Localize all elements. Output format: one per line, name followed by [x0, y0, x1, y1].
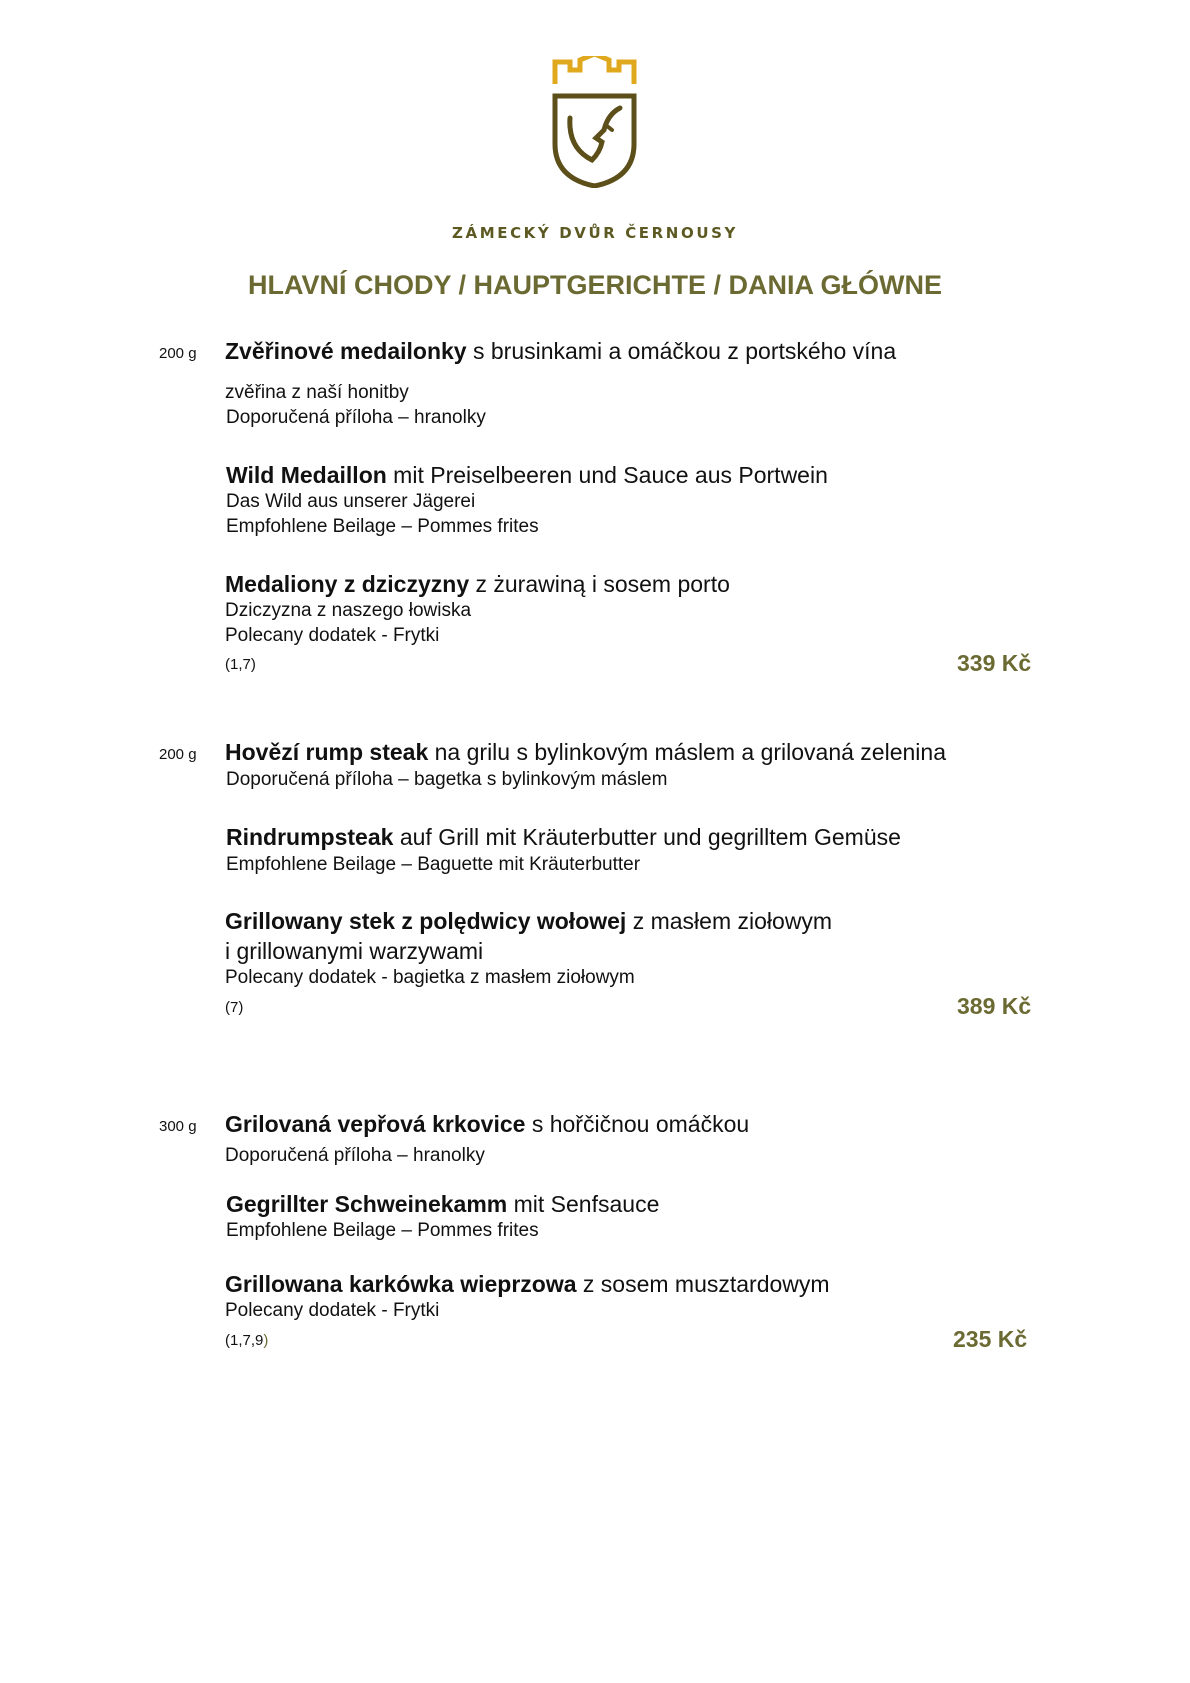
dish-side-cz: Doporučená příloha – bagetka s bylinkovým máslem: [226, 769, 668, 790]
dish-note-de: Das Wild aus unserer Jägerei: [226, 491, 476, 512]
dish-price: 339 Kč: [957, 650, 1032, 676]
dish-name-de: Gegrillter Schweinekamm mit Senfsauce: [226, 1191, 660, 1217]
allergens: (1,7): [225, 656, 256, 673]
page-title: HLAVNÍ CHODY / HAUPTGERICHTE / DANIA GŁÓWNE: [247, 270, 942, 300]
dish-side-cz: Doporučená příloha – hranolky: [225, 1145, 485, 1166]
dish-price: 235 Kč: [953, 1326, 1028, 1352]
dish-name-pl: Medaliony z dziczyzny z żurawiną i sosem porto: [225, 571, 730, 597]
allergens: (1,7,9): [225, 1332, 269, 1349]
dish-side-pl: Polecany dodatek - bagietka z masłem ziołowym: [225, 967, 635, 988]
dish-name-pl: Grillowany stek z polędwicy wołowej z masłem ziołowym: [225, 908, 833, 934]
dish-side-de: Empfohlene Beilage – Pommes frites: [226, 516, 539, 537]
dish-side-cz: Doporučená příloha – hranolky: [226, 407, 486, 428]
dish-side-de: Empfohlene Beilage – Baguette mit Kräuterbutter: [226, 854, 641, 875]
dish-name-pl: Grillowana karkówka wieprzowa z sosem musztardowym: [225, 1271, 830, 1297]
dish-name-pl-continued: i grillowanymi warzywami: [225, 938, 484, 964]
castle-horse-crest-icon: [552, 56, 637, 188]
dish-note-pl: Dziczyzna z naszego łowiska: [225, 600, 472, 621]
dish-note-cz: zvěřina z naší honitby: [225, 382, 409, 403]
dish-name-cz: Grilovaná vepřová krkovice s hořčičnou omáčkou: [225, 1111, 750, 1137]
dish-name-cz: Zvěřinové medailonky s brusinkami a omáčkou z portského vína: [225, 338, 897, 364]
dish-side-pl: Polecany dodatek - Frytki: [225, 1300, 440, 1321]
dish-price: 389 Kč: [957, 993, 1032, 1019]
dish-weight: 300 g: [159, 1118, 197, 1135]
dish-name-de: Wild Medaillon mit Preiselbeeren und Sauce aus Portwein: [226, 462, 828, 488]
dish-name-de: Rindrumpsteak auf Grill mit Kräuterbutter und gegrilltem Gemüse: [226, 824, 901, 850]
dish-weight: 200 g: [159, 345, 197, 362]
dish-weight: 200 g: [159, 746, 197, 763]
brand-name: ZÁMECKÝ DVŮR ČERNOUSY: [452, 224, 738, 242]
dish-side-pl: Polecany dodatek - Frytki: [225, 625, 440, 646]
dish-name-cz: Hovězí rump steak na grilu s bylinkovým máslem a grilovaná zelenina: [225, 739, 946, 765]
allergens: (7): [225, 999, 244, 1016]
dish-side-de: Empfohlene Beilage – Pommes frites: [226, 1220, 539, 1241]
